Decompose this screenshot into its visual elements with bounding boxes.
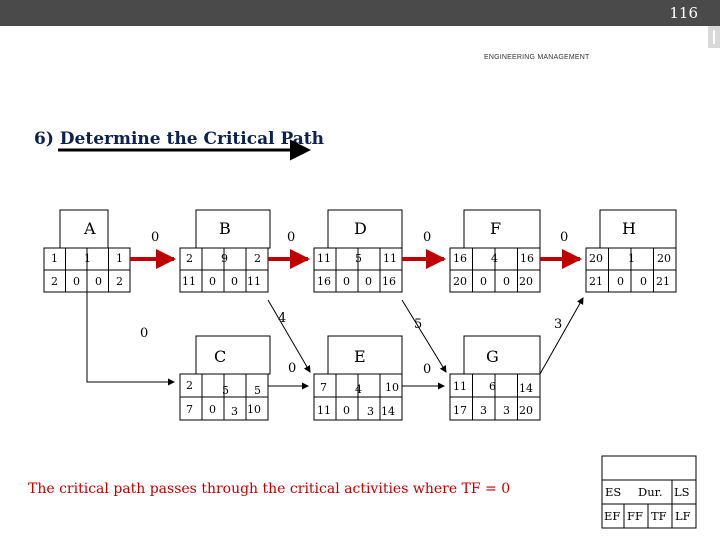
node-d-ef: 16 xyxy=(317,275,331,288)
node-a-es: 1 xyxy=(51,252,58,265)
running-header: ENGINEERING MANAGEMENT xyxy=(484,54,590,61)
node-h-dur: 1 xyxy=(628,252,635,265)
node-a-dur: 1 xyxy=(84,252,91,265)
node-c-ef: 7 xyxy=(186,403,193,416)
critical-path-caption: The critical path passes through the critical activities where TF = 0 xyxy=(28,481,511,497)
node-a-ff: 0 xyxy=(73,275,80,288)
node-f-ff: 0 xyxy=(480,275,487,288)
lag-c-e: 0 xyxy=(288,361,297,376)
arrow-a-c xyxy=(87,292,174,382)
lag-d-g: 5 xyxy=(414,317,423,332)
node-f-ls: 16 xyxy=(520,252,534,265)
activity-label-f: F xyxy=(490,219,502,238)
node-g-ef: 17 xyxy=(453,404,467,417)
node-d-dur: 5 xyxy=(355,252,362,265)
node-g-ff: 3 xyxy=(480,404,487,417)
node-f-ef: 20 xyxy=(453,275,467,288)
node-g-es: 11 xyxy=(453,380,467,393)
node-c-ff: 0 xyxy=(209,403,216,416)
node-b-tf: 0 xyxy=(231,275,238,288)
node-b-es: 2 xyxy=(186,252,193,265)
node-c-dur: 5 xyxy=(222,384,229,397)
node-c-ls: 5 xyxy=(254,384,261,397)
node-c-tf: 3 xyxy=(231,405,238,418)
arrow-g-h xyxy=(540,298,583,374)
activity-label-h: H xyxy=(622,219,636,238)
activity-label-g: G xyxy=(486,347,499,366)
node-f-dur: 4 xyxy=(491,252,498,265)
activity-label-d: D xyxy=(354,219,367,238)
noncritical-arrows xyxy=(87,292,583,386)
node-e-lf: 14 xyxy=(381,405,395,418)
slide-title: 6) Determine the Critical Path xyxy=(34,129,325,149)
activity-label-c: C xyxy=(214,347,227,366)
activity-label-a: A xyxy=(84,219,96,238)
node-f-tf: 0 xyxy=(503,275,510,288)
node-h-es: 20 xyxy=(589,252,603,265)
legend-ff: FF xyxy=(627,509,643,523)
node-a-tf: 0 xyxy=(95,275,102,288)
node-e-tf: 3 xyxy=(367,405,374,418)
page-number: 116 xyxy=(669,4,698,22)
node-d-es: 11 xyxy=(317,252,331,265)
node-d-ls: 11 xyxy=(383,252,397,265)
lag-e-g: 0 xyxy=(423,362,432,377)
node-a-lf: 2 xyxy=(116,275,123,288)
node-b-lf: 11 xyxy=(247,275,261,288)
node-d-tf: 0 xyxy=(365,275,372,288)
node-h-ls: 20 xyxy=(657,252,671,265)
node-f-lf: 20 xyxy=(519,275,533,288)
activity-label-e: E xyxy=(354,347,366,366)
node-g-ls: 14 xyxy=(519,382,533,395)
node-b-ef: 11 xyxy=(182,275,196,288)
node-e-ff: 0 xyxy=(343,404,350,417)
lag-a-c: 0 xyxy=(140,326,149,341)
node-g-dur: 6 xyxy=(489,380,496,393)
node-g-tf: 3 xyxy=(503,404,510,417)
lag-d-f: 0 xyxy=(423,230,432,245)
node-f-es: 16 xyxy=(453,252,467,265)
legend-tf: TF xyxy=(651,509,667,523)
node-h-tf: 0 xyxy=(640,275,647,288)
legend-dur: Dur. xyxy=(638,485,663,499)
node-b-ls: 2 xyxy=(254,252,261,265)
node-e-ef: 11 xyxy=(317,404,331,417)
node-d-ff: 0 xyxy=(343,275,350,288)
legend-ls: LS xyxy=(674,485,690,499)
node-e-es: 7 xyxy=(320,381,327,394)
node-b-dur: 9 xyxy=(221,252,228,265)
lag-b-e: 4 xyxy=(278,311,287,326)
activity-label-b: B xyxy=(219,219,231,238)
node-d-lf: 16 xyxy=(382,275,396,288)
legend-es: ES xyxy=(605,485,622,499)
legend-lf: LF xyxy=(675,509,691,523)
node-h-ef: 21 xyxy=(589,275,603,288)
lag-a-b: 0 xyxy=(151,230,160,245)
node-c-es: 2 xyxy=(186,379,193,392)
node-h-ff: 0 xyxy=(617,275,624,288)
legend-ef: EF xyxy=(604,509,621,523)
node-c-lf: 10 xyxy=(247,403,261,416)
lag-f-h: 0 xyxy=(560,230,569,245)
node-a-ls: 1 xyxy=(116,252,123,265)
node-g-lf: 20 xyxy=(519,404,533,417)
lag-g-h: 3 xyxy=(554,317,563,332)
node-e-dur: 4 xyxy=(355,383,362,396)
node-e-ls: 10 xyxy=(385,381,399,394)
lag-b-d: 0 xyxy=(287,230,296,245)
node-a-ef: 2 xyxy=(51,275,58,288)
node-h-lf: 21 xyxy=(656,275,670,288)
node-b-ff: 0 xyxy=(209,275,216,288)
